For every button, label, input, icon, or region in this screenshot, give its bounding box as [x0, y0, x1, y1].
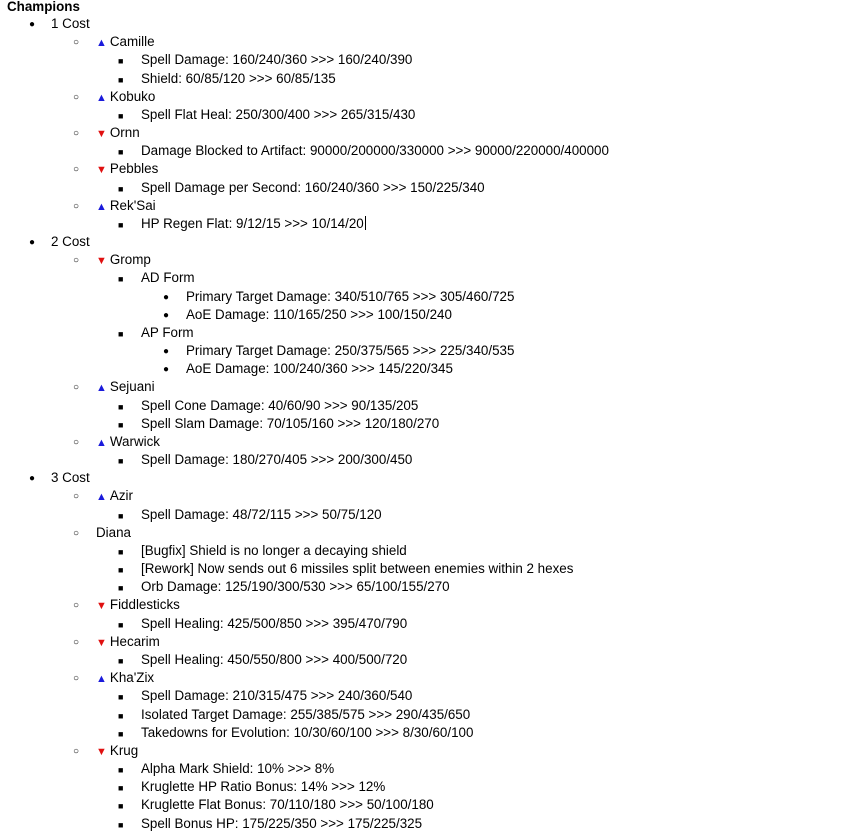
champion-name: Azir: [109, 488, 133, 504]
triangle-up-icon: ▲: [96, 200, 107, 213]
sq-bullet-icon: ■: [118, 183, 124, 194]
change-text: Orb Damage: 125/190/300/530 >>> 65/100/155/270: [141, 579, 450, 595]
disc-bullet-icon: ●: [163, 309, 170, 321]
section-title: Champions: [7, 0, 80, 14]
list-item-content: [141, 216, 366, 232]
disc-bullet-icon: ●: [29, 473, 36, 485]
change-text: AoE Damage: 110/165/250 >>> 100/150/240: [186, 306, 452, 322]
sq-bullet-icon: ■: [118, 110, 124, 121]
disc-bullet-icon: ●: [29, 237, 36, 248]
change-text: Isolated Target Damage: 255/385/575 >>> 290/435/650: [141, 706, 471, 722]
list-item-content: [96, 198, 156, 215]
circ-bullet-icon: ○: [73, 37, 80, 49]
change-text: Takedowns for Evolution: 10/30/60/100 >>> 8/30/60/100: [141, 724, 474, 740]
sq-bullet-icon: ■: [118, 74, 124, 85]
champion-name: Rek'Sai: [109, 197, 156, 213]
sq-bullet-icon: ■: [118, 510, 124, 521]
triangle-up-icon: ▲: [96, 37, 107, 50]
list-item-content: [96, 597, 180, 614]
circ-bullet-icon: ○: [73, 382, 80, 394]
triangle-down-icon: ▼: [96, 745, 107, 758]
list-item-content: [186, 361, 453, 377]
disc-bullet-icon: ●: [163, 346, 170, 358]
change-text: Spell Healing: 450/550/800 >>> 400/500/720: [141, 652, 408, 667]
change-text: Spell Damage: 48/72/115 >>> 50/75/120: [141, 506, 382, 522]
list-item-content: [51, 16, 90, 32]
list-item-content: [141, 71, 336, 87]
cost-tier-label: 1 Cost: [51, 16, 90, 31]
list-item-content: [141, 270, 195, 286]
sq-bullet-icon: ■: [118, 783, 124, 794]
sq-bullet-icon: ■: [118, 656, 124, 666]
change-text: AP Form: [141, 324, 194, 340]
triangle-up-icon: ▲: [96, 491, 107, 504]
triangle-down-icon: ▼: [96, 164, 107, 177]
list-item-content: [141, 452, 412, 468]
champion-name: Sejuani: [109, 379, 155, 395]
list-item-content: [141, 688, 412, 704]
list-item-content: [51, 234, 90, 250]
list-item-content: [141, 398, 418, 414]
change-text: Spell Flat Heal: 250/300/400 >>> 265/315/430: [141, 106, 416, 122]
list-item-content: [96, 252, 151, 269]
list-item-content: [51, 470, 90, 486]
list-item-content: [96, 161, 158, 178]
list-item-content: [96, 634, 160, 651]
change-text: Primary Target Damage: 340/510/765 >>> 305/460/725: [186, 288, 515, 304]
circ-bullet-icon: ○: [73, 91, 80, 103]
list-item-content: [141, 797, 434, 813]
sq-bullet-icon: ■: [118, 583, 124, 594]
sq-bullet-icon: ■: [118, 765, 124, 775]
sq-bullet-icon: ■: [118, 219, 124, 230]
list-item-content: [141, 616, 407, 632]
change-text: Spell Damage: 160/240/360 >>> 160/240/390: [141, 52, 413, 68]
triangle-down-icon: ▼: [96, 255, 107, 268]
change-text: [Rework] Now sends out 6 missiles split between enemies within 2 hexes: [141, 561, 574, 577]
sq-bullet-icon: ■: [118, 456, 124, 467]
disc-bullet-icon: ●: [163, 364, 170, 376]
circ-bullet-icon: ○: [73, 527, 80, 539]
list-item-content: [96, 525, 131, 541]
circ-bullet-icon: ○: [73, 128, 80, 139]
champion-name: Kobuko: [109, 88, 156, 104]
change-text: Spell Damage per Second: 160/240/360 >>> 150/225/340: [141, 179, 485, 195]
list-item-content: [96, 743, 138, 760]
list-item-content: [141, 52, 412, 68]
list-item-content: [141, 180, 485, 196]
champion-name: Pebbles: [109, 161, 159, 177]
change-text: Spell Damage: 210/315/475 >>> 240/360/540: [141, 688, 413, 704]
list-item-content: [186, 289, 514, 305]
circ-bullet-icon: ○: [73, 255, 80, 267]
triangle-up-icon: ▲: [96, 382, 107, 395]
circ-bullet-icon: ○: [73, 436, 80, 448]
list-item-content: [141, 143, 609, 159]
sq-bullet-icon: ■: [118, 619, 124, 630]
change-text: Alpha Mark Shield: 10% >>> 8%: [141, 761, 335, 776]
change-text: AoE Damage: 100/240/360 >>> 145/220/345: [186, 361, 453, 377]
change-text: Primary Target Damage: 250/375/565 >>> 225/340/535: [186, 343, 515, 359]
list-item-content: [141, 107, 415, 123]
triangle-down-icon: ▼: [96, 600, 107, 613]
change-text: AD Form: [141, 270, 195, 286]
change-text: [Bugfix] Shield is no longer a decaying shield: [141, 542, 407, 558]
champion-name: Camille: [109, 34, 155, 50]
change-text: HP Regen Flat: 9/12/15 >>> 10/14/20: [141, 215, 364, 231]
circ-bullet-icon: ○: [73, 491, 80, 503]
triangle-up-icon: ▲: [96, 673, 107, 686]
change-text: Damage Blocked to Artifact: 90000/200000/330000 >>> 90000/220000/400000: [141, 143, 609, 159]
sq-bullet-icon: ■: [118, 692, 124, 703]
list-item-content: [141, 725, 473, 741]
change-text: Spell Damage: 180/270/405 >>> 200/300/450: [141, 452, 413, 468]
sq-bullet-icon: ■: [118, 419, 124, 430]
list-item-content: [141, 416, 439, 432]
champion-name: Gromp: [109, 252, 151, 268]
list-item-content: [96, 379, 155, 396]
text-cursor: [365, 216, 366, 230]
champion-name: Krug: [109, 742, 139, 758]
list-item-content: [141, 561, 573, 577]
circ-bullet-icon: ○: [73, 600, 80, 612]
change-text: Spell Healing: 425/500/850 >>> 395/470/790: [141, 615, 408, 631]
circ-bullet-icon: ○: [73, 745, 80, 757]
change-text: Spell Bonus HP: 175/225/350 >>> 175/225/325: [141, 815, 423, 831]
change-text: Shield: 60/85/120 >>> 60/85/135: [141, 70, 336, 86]
change-text: Kruglette HP Ratio Bonus: 14% >>> 12%: [141, 779, 386, 795]
sq-bullet-icon: ■: [118, 147, 124, 158]
list-item-content: [141, 779, 385, 795]
sq-bullet-icon: ■: [118, 274, 124, 285]
list-item-content: [141, 707, 470, 723]
champion-name: Kha'Zix: [109, 670, 155, 686]
change-text: Spell Slam Damage: 70/105/160 >>> 120/180/270: [141, 415, 440, 431]
list-item-content: [141, 325, 194, 341]
sq-bullet-icon: ■: [118, 728, 124, 739]
list-item-content: [141, 543, 407, 559]
list-item-content: [96, 125, 140, 142]
circ-bullet-icon: ○: [73, 673, 80, 685]
change-text: Spell Cone Damage: 40/60/90 >>> 90/135/205: [141, 397, 419, 413]
circ-bullet-icon: ○: [73, 636, 80, 648]
sq-bullet-icon: ■: [118, 328, 124, 339]
sq-bullet-icon: ■: [118, 56, 124, 67]
list-item-content: [96, 670, 154, 687]
champion-name: Hecarim: [109, 633, 160, 649]
sq-bullet-icon: ■: [118, 819, 124, 830]
list-item-content: [186, 307, 452, 323]
cost-tier-label: 2 Cost: [51, 234, 90, 249]
list-item-content: [141, 761, 334, 777]
list-item-content: [96, 89, 155, 106]
list-item-content: [96, 434, 160, 451]
list-item-content: [96, 34, 155, 51]
triangle-up-icon: ▲: [96, 91, 107, 104]
triangle-down-icon: ▼: [96, 636, 107, 649]
champion-name: Ornn: [109, 125, 140, 140]
champion-name: Diana: [96, 524, 131, 540]
list-item-content: [96, 488, 133, 505]
list-item-content: [186, 343, 514, 359]
champion-name: Fiddlesticks: [109, 597, 180, 613]
sq-bullet-icon: ■: [118, 401, 124, 412]
list-item-content: [141, 507, 382, 523]
circ-bullet-icon: ○: [73, 200, 80, 212]
cost-tier-label: 3 Cost: [51, 470, 90, 486]
sq-bullet-icon: ■: [118, 546, 124, 557]
triangle-up-icon: ▲: [96, 436, 107, 449]
change-text: Kruglette Flat Bonus: 70/110/180 >>> 50/100/180: [141, 797, 434, 813]
circ-bullet-icon: ○: [73, 164, 80, 176]
triangle-down-icon: ▼: [96, 128, 107, 140]
disc-bullet-icon: ●: [29, 19, 36, 30]
list-item-content: [141, 816, 422, 832]
list-item-content: [141, 652, 407, 668]
champion-name: Warwick: [109, 433, 160, 449]
list-item-content: [141, 579, 450, 595]
sq-bullet-icon: ■: [118, 710, 124, 721]
disc-bullet-icon: ●: [163, 291, 170, 303]
sq-bullet-icon: ■: [118, 565, 124, 576]
sq-bullet-icon: ■: [118, 801, 124, 812]
